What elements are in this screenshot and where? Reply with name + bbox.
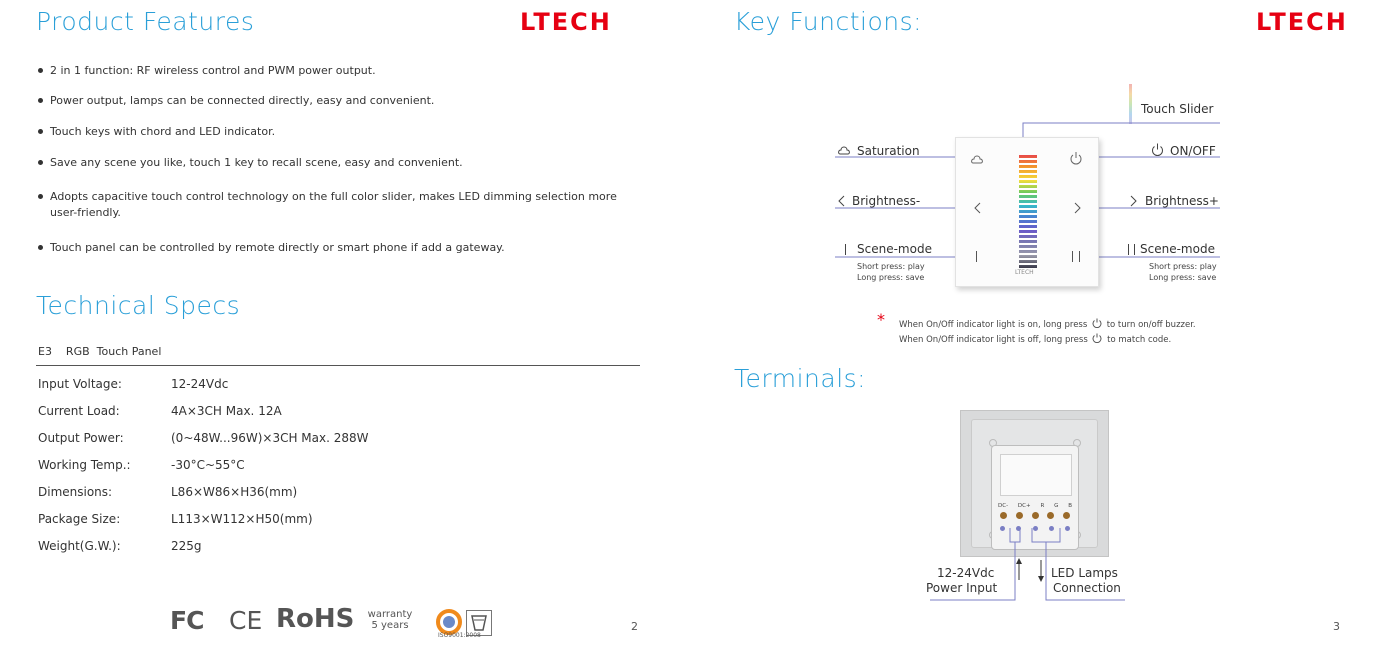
specs-title: Technical Specs	[36, 291, 241, 320]
spec-value: 12-24Vdc	[171, 377, 229, 391]
scene-icon	[1128, 244, 1135, 255]
scene-icon	[976, 251, 977, 262]
bullet-icon	[38, 68, 43, 73]
warranty-badge: warranty 5 years	[367, 609, 413, 631]
short-press-right: Short press: play	[1149, 262, 1217, 271]
model-name: E3 RGB Touch Panel	[38, 345, 162, 358]
bullet-icon	[38, 129, 43, 134]
rohs-logo: RoHS	[276, 604, 355, 634]
power-icon	[1092, 318, 1102, 328]
spec-label: Package Size:	[38, 512, 121, 526]
scene-mode-right-label: Scene-mode	[1140, 242, 1215, 256]
power-icon	[1069, 151, 1083, 165]
spec-value: 4A×3CH Max. 12A	[171, 404, 282, 418]
short-press-left: Short press: play	[857, 262, 925, 271]
spec-label: Input Voltage:	[38, 377, 122, 391]
touch-panel	[955, 137, 1099, 287]
bullet-icon	[38, 194, 43, 199]
spec-label: Weight(G.W.):	[38, 539, 121, 553]
long-press-left: Long press: save	[857, 273, 925, 282]
spec-value: L113×W112×H50(mm)	[171, 512, 313, 526]
power-input-voltage: 12-24Vdc	[937, 566, 995, 580]
bullet-icon	[38, 98, 43, 103]
feature-item-3: Touch keys with chord and LED indicator.	[38, 124, 618, 140]
note-line-2: When On/Off indicator light is off, long press to match code.	[899, 335, 1172, 345]
iso-label: ISO9001:2008	[438, 632, 481, 639]
spec-label: Current Load:	[38, 404, 120, 418]
saturation-icon	[838, 144, 850, 156]
brightness-plus-label: Brightness+	[1145, 194, 1219, 208]
connection-label: Connection	[1053, 581, 1121, 595]
spec-value: L86×W86×H36(mm)	[171, 485, 298, 499]
scene-mode-left-label: Scene-mode	[857, 242, 932, 256]
page-number-right: 3	[1333, 620, 1340, 633]
note-line-1: When On/Off indicator light is on, long press to turn on/off buzzer.	[899, 320, 1196, 330]
brightness-minus-label: Brightness-	[852, 194, 921, 208]
feature-item-4: Save any scene you like, touch 1 key to recall scene, easy and convenient.	[38, 155, 618, 171]
saturation-icon	[970, 152, 984, 166]
feature-item-2: Power output, lamps can be connected directly, easy and convenient.	[38, 93, 618, 109]
long-press-right: Long press: save	[1149, 273, 1217, 282]
power-icon	[1151, 143, 1164, 156]
spec-value: (0~48W...96W)×3CH Max. 288W	[171, 431, 369, 445]
key-functions-title: Key Functions:	[734, 7, 923, 36]
page-number-left: 2	[631, 620, 638, 633]
spec-value: -30°C~55°C	[171, 458, 245, 472]
spec-value: 225g	[171, 539, 202, 553]
feature-item-6: Touch panel can be controlled by remote directly or smart phone if add a gateway.	[38, 240, 618, 256]
chevron-left-icon	[973, 202, 983, 214]
power-icon	[1092, 333, 1102, 343]
chevron-left-icon	[837, 195, 847, 207]
chevron-right-icon	[1128, 195, 1138, 207]
chevron-right-icon	[1072, 202, 1082, 214]
spec-label: Output Power:	[38, 431, 124, 445]
ce-logo: CE	[229, 606, 263, 635]
power-input-label: Power Input	[926, 581, 998, 595]
terminals-title: Terminals:	[734, 364, 867, 393]
terminal-pin-labels: DC- DC+ R G B	[998, 503, 1072, 509]
ltech-logo-right: LTECH	[1256, 8, 1348, 36]
bullet-icon	[38, 245, 43, 250]
scene-icon	[845, 244, 846, 255]
led-lamps-label: LED Lamps	[1051, 566, 1118, 580]
feature-item-1: 2 in 1 function: RF wireless control and PWM power output.	[38, 63, 618, 79]
color-touch-slider[interactable]	[1019, 155, 1037, 268]
spec-divider	[36, 365, 640, 366]
touch-slider-label: Touch Slider	[1141, 102, 1214, 116]
spec-label: Dimensions:	[38, 485, 113, 499]
ltech-logo-left: LTECH	[520, 8, 612, 36]
spec-label: Working Temp.:	[38, 458, 131, 472]
panel-brand: LTECH	[1015, 269, 1034, 276]
saturation-label: Saturation	[857, 144, 920, 158]
onoff-label: ON/OFF	[1170, 144, 1216, 158]
feature-item-5: Adopts capacitive touch control technology on the full color slider, makes LED dimming selection more user-friendly.	[38, 189, 630, 221]
fcc-logo: FC	[170, 606, 204, 635]
bullet-icon	[38, 160, 43, 165]
scene-icon	[1072, 251, 1080, 262]
features-title: Product Features	[36, 7, 255, 36]
asterisk-icon: *	[877, 310, 885, 329]
